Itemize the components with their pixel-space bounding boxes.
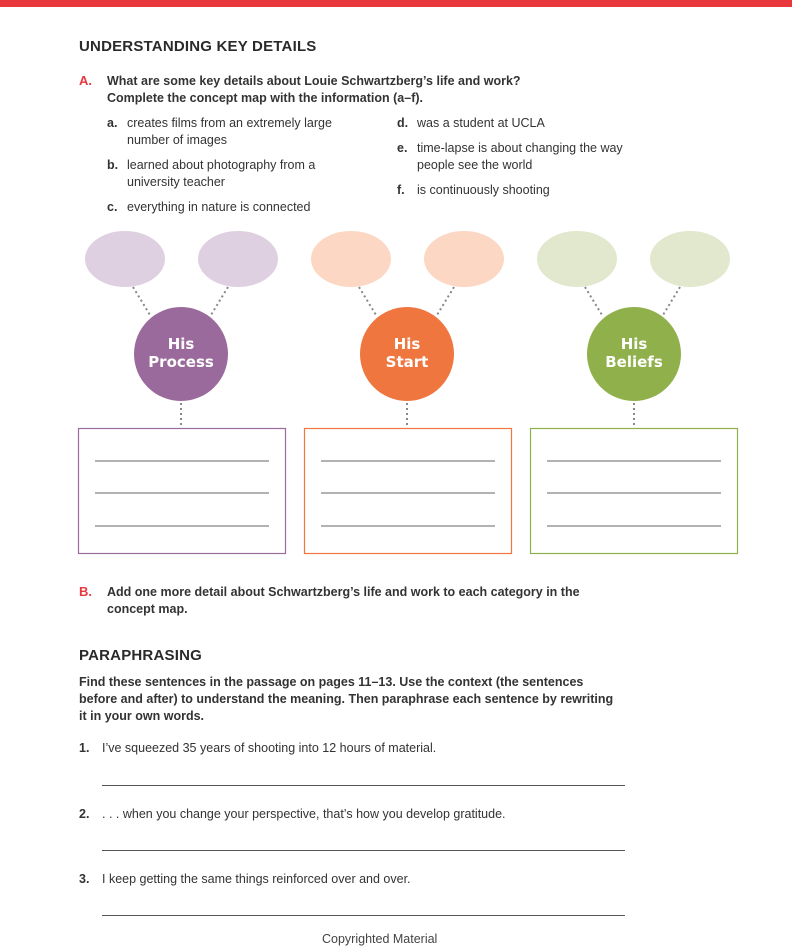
concept-group-beliefs <box>531 231 738 554</box>
bubble-start-left[interactable] <box>311 231 391 287</box>
category-label-line2: Start <box>385 353 429 371</box>
connector-line <box>585 287 602 315</box>
category-label-line1: His <box>620 335 648 353</box>
connector-line <box>437 287 454 315</box>
category-label-line1: His <box>167 335 195 353</box>
answer-line-2[interactable] <box>102 850 625 851</box>
category-label-line2: Beliefs <box>605 353 663 371</box>
section-heading-paraphrasing: PARAPHRASING <box>79 647 202 664</box>
section-heading-key-details: UNDERSTANDING KEY DETAILS <box>79 38 317 55</box>
question-b-letter: B. <box>79 584 92 599</box>
bubble-process-left[interactable] <box>85 231 165 287</box>
bubble-start-right[interactable] <box>424 231 504 287</box>
question-a-text: What are some key details about Louie Schwartzberg’s life and work? Complete the concept map with the information (a–f). <box>107 74 521 105</box>
question-a-letter: A. <box>79 73 92 88</box>
paraphrasing-instructions: Find these sentences in the passage on pages 11–13. Use the context (the sentences before and after) to understand the meaning. Then paraphrase each sentence by rewriting it in your own words. <box>79 675 614 723</box>
connector-line <box>359 287 376 315</box>
connector-line <box>133 287 150 315</box>
question-b-text: Add one more detail about Schwartzberg’s life and work to each category in the concept map. <box>107 585 580 616</box>
category-label-line1: His <box>393 335 421 353</box>
concept-group-process <box>79 231 286 554</box>
connector-line <box>663 287 680 315</box>
bubble-beliefs-left[interactable] <box>537 231 617 287</box>
answer-line-3[interactable] <box>102 915 625 916</box>
answer-box-process[interactable] <box>79 429 286 554</box>
answer-box-start[interactable] <box>305 429 512 554</box>
answer-box-beliefs[interactable] <box>531 429 738 554</box>
bubble-process-right[interactable] <box>198 231 278 287</box>
answer-line-1[interactable] <box>102 785 625 786</box>
connector-line <box>211 287 228 315</box>
concept-group-start <box>305 231 512 554</box>
bubble-beliefs-right[interactable] <box>650 231 730 287</box>
footer-copyright: Copyrighted Material <box>322 932 438 946</box>
category-label-line2: Process <box>148 353 214 371</box>
